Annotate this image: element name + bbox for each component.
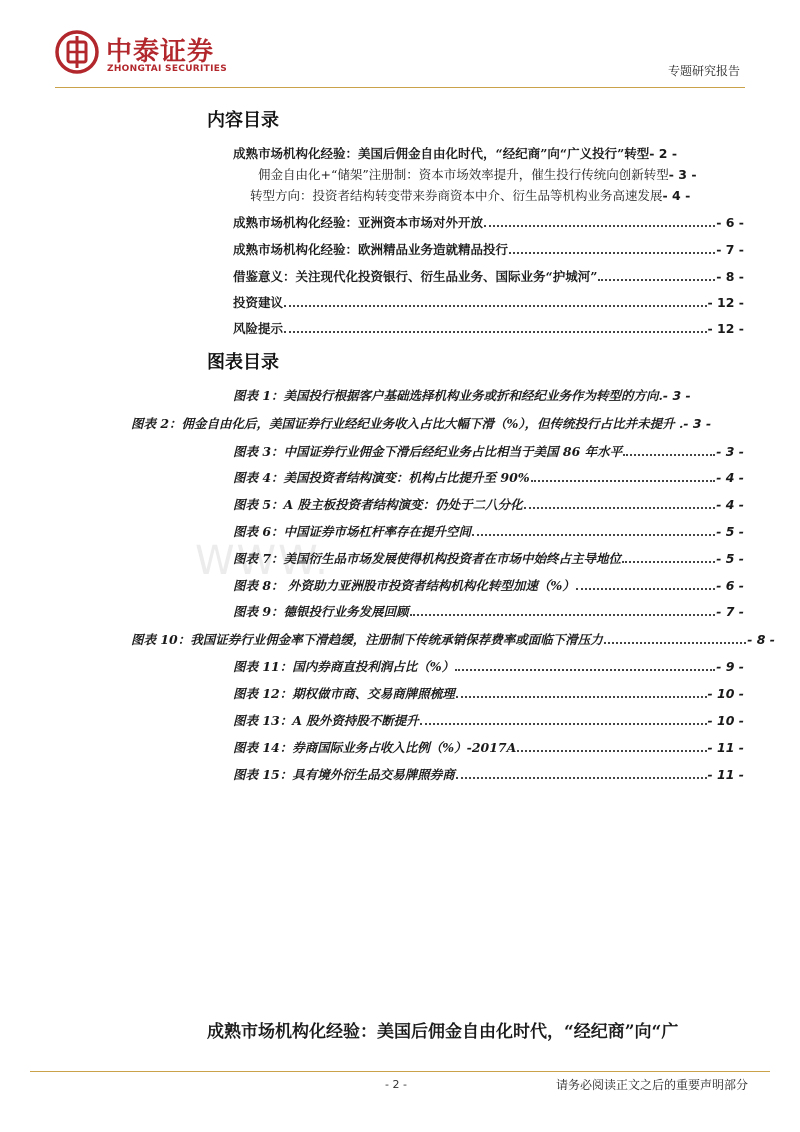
disclaimer-text: 请务必阅读正文之后的重要声明部分 (555, 1078, 748, 1092)
figure-entry-label: 图表 2：佣金自由化后，美国证券行业经纪业务收入占比大幅下滑（%），但传统投行占比并未提升 . (131, 416, 684, 431)
figure-entry[interactable] (131, 632, 775, 648)
figure-entry-label: 图表 6：中国证券市场杠杆率存在提升空间 (233, 524, 472, 539)
figure-entry-page: - 11 - (707, 740, 744, 755)
toc-entry[interactable] (233, 269, 744, 285)
toc-entry-page: - 12 - (707, 321, 744, 336)
figure-entry-page: - 5 - (716, 551, 744, 566)
toc-entry[interactable] (233, 146, 744, 162)
figure-entry-label: 图表 13：A 股外资持股不断提升 (233, 713, 419, 728)
toc-entry-label: 佣金自由化+“储架”注册制：资本市场效率提升，催生投行传统向创新转型 (258, 167, 669, 182)
toc-entry-label: 转型方向：投资者结构转变带来券商资本中介、衍生品等机构业务高速发展 (250, 188, 663, 203)
section-heading: 成熟市场机构化经验：美国后佣金自由化时代，“经纪商”向“广 (207, 1022, 679, 1042)
header-divider (55, 87, 745, 88)
figure-entry-page: - 9 - (716, 659, 744, 674)
figure-entry-label: 图表 14：券商国际业务占收入比例（%）-2017A (233, 740, 517, 755)
page-number: - 2 - (385, 1078, 407, 1091)
figure-entry-label: 图表 8： 外资助力亚洲股市投资者结构机构化转型加速（%） (233, 578, 575, 593)
figure-entry-label: 图表 11：国内券商直投利润占比（%） (233, 659, 455, 674)
logo-english-name: ZHONGTAI SECURITIES (107, 64, 227, 74)
figure-entry[interactable] (233, 497, 744, 513)
toc-entry-label: 成熟市场机构化经验：亚洲资本市场对外开放 (233, 215, 484, 230)
figure-entry[interactable] (233, 388, 744, 404)
figure-entry-label: 图表 9：德银投行业务发展回顾 (233, 604, 409, 619)
figure-entry-label: 图表 4：美国投资者结构演变：机构占比提升至 90% (233, 470, 530, 485)
figure-entry-page: - 3 - (662, 388, 691, 403)
figures-toc-title: 图表目录 (207, 352, 279, 373)
toc-entry-label: 投资建议 (233, 295, 284, 310)
toc-entry-label: 成熟市场机构化经验：欧洲精品业务造就精品投行 (233, 242, 509, 257)
toc-entry-label: 风险提示 (233, 321, 284, 336)
figure-entry-page: - 10 - (707, 686, 744, 701)
figure-entry[interactable] (233, 470, 744, 486)
toc-entry-page: - 2 - (649, 146, 678, 161)
figure-entry-label: 图表 1：美国投行根据客户基础选择机构业务或折和经纪业务作为转型的方向. (233, 388, 663, 403)
figure-entry-page: - 4 - (716, 497, 744, 512)
figure-entry-page: - 7 - (716, 604, 744, 619)
toc-entry[interactable] (233, 321, 744, 337)
toc-entry-page: - 4 - (662, 188, 691, 203)
figure-entry[interactable] (233, 444, 744, 460)
report-type-label: 专题研究报告 (667, 64, 740, 78)
toc-entry[interactable] (233, 295, 744, 311)
toc-entry[interactable] (233, 242, 744, 258)
figure-entry[interactable] (233, 604, 744, 620)
figure-entry[interactable] (233, 686, 744, 702)
toc-entry-label: 借鉴意义：关注现代化投资银行、衍生品业务、国际业务“护城河” (233, 269, 598, 284)
figure-entry-label: 图表 15：具有境外衍生品交易牌照券商 (233, 767, 455, 782)
toc-title: 内容目录 (207, 110, 279, 131)
toc-entry[interactable] (258, 167, 744, 183)
figure-entry[interactable] (131, 416, 775, 432)
figure-entry-label: 图表 5：A 股主板投资者结构演变：仍处于二八分化 (233, 497, 523, 512)
figure-entry-page: - 3 - (716, 444, 744, 459)
figure-entry-page: - 5 - (716, 524, 744, 539)
toc-entry[interactable] (233, 215, 744, 231)
toc-entry[interactable] (250, 188, 744, 204)
toc-entry-page: - 7 - (716, 242, 744, 257)
figure-entry[interactable] (233, 551, 744, 567)
figure-entry-page: - 8 - (747, 632, 775, 647)
figure-entry[interactable] (233, 713, 744, 729)
figure-entry-page: - 6 - (716, 578, 744, 593)
figure-entry-label: 图表 12：期权做市商、交易商牌照梳理 (233, 686, 455, 701)
page-header (0, 0, 800, 90)
figure-entry[interactable] (233, 659, 744, 675)
footer-divider (30, 1071, 770, 1072)
company-logo-icon (55, 30, 99, 74)
toc-entry-page: - 3 - (668, 167, 697, 182)
figure-entry-page: - 4 - (716, 470, 744, 485)
figure-entry[interactable] (233, 524, 744, 540)
figure-entry-page: - 10 - (707, 713, 744, 728)
figure-entry[interactable] (233, 578, 744, 594)
figure-entry-label: 图表 7：美国衍生品市场发展使得机构投资者在市场中始终占主导地位 (233, 551, 622, 566)
figure-entry-label: 图表 10：我国证券行业佣金率下滑趋缓，注册制下传统承销保荐费率或面临下滑压力 (131, 632, 603, 647)
watermark: WWW. (195, 538, 330, 584)
logo-chinese-name: 中泰证券 (106, 37, 215, 67)
toc-entry-page: - 12 - (707, 295, 744, 310)
toc-entry-page: - 8 - (716, 269, 744, 284)
figure-entry-label: 图表 3：中国证券行业佣金下滑后经纪业务占比相当于美国 86 年水平 (233, 444, 623, 459)
figure-entry[interactable] (233, 740, 744, 756)
figure-entry-page: - 3 - (683, 416, 712, 431)
figure-entry-page: - 11 - (707, 767, 744, 782)
toc-entry-label: 成熟市场机构化经验：美国后佣金自由化时代，“经纪商”向“广义投行”转型 (233, 146, 650, 161)
toc-entry-page: - 6 - (716, 215, 744, 230)
figure-entry[interactable] (233, 767, 744, 783)
